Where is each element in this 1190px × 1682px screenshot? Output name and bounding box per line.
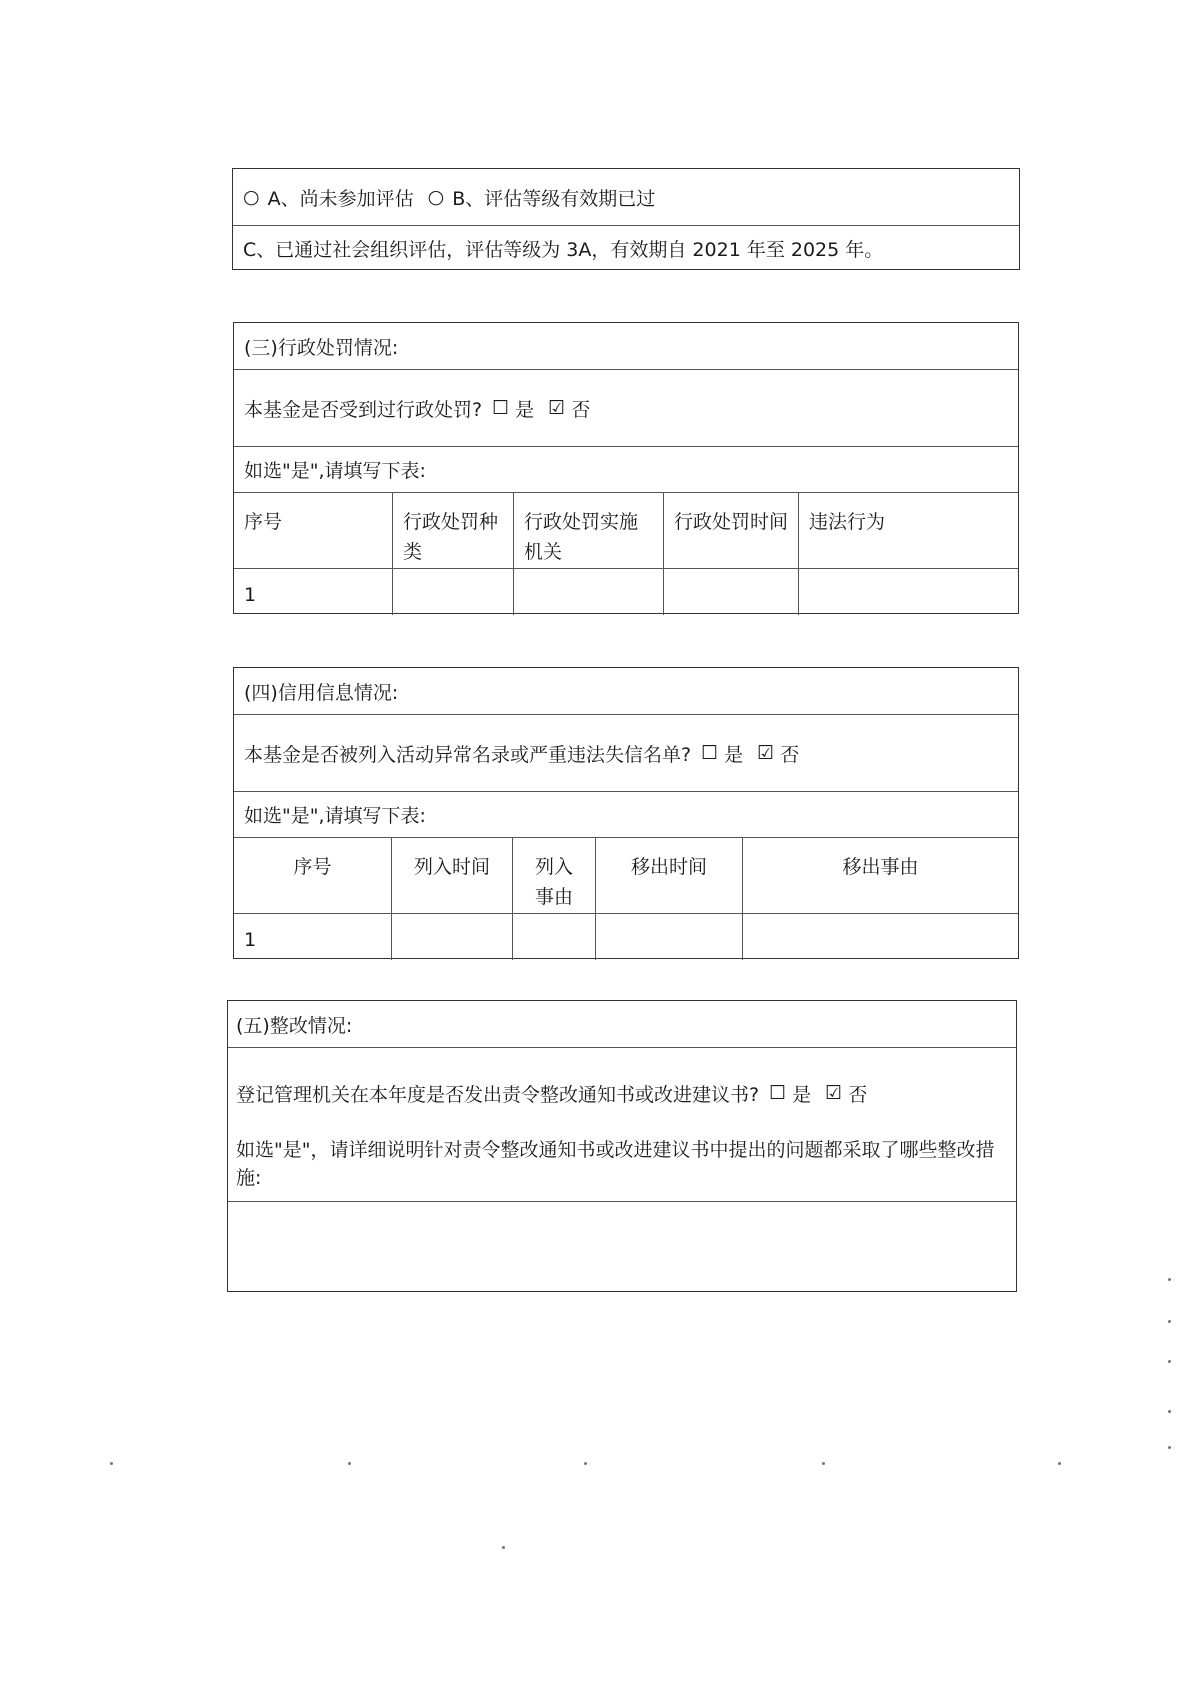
option-b-label: B、评估等级有效期已过: [452, 187, 656, 210]
penalty-yes-label: 是: [515, 398, 535, 421]
penalty-fill-hint: 如选"是",请填写下表:: [244, 460, 426, 482]
rectify-section: [227, 1000, 1017, 1292]
rectify-no-label: 否: [848, 1083, 868, 1106]
credit-title-row: [234, 668, 1018, 714]
penalty-question-row: [234, 369, 1018, 446]
penalty-cell[interactable]: [392, 569, 513, 615]
credit-cell[interactable]: [742, 914, 1018, 960]
scan-speck: [1168, 1410, 1171, 1413]
credit-cell[interactable]: [391, 914, 512, 960]
credit-section: [233, 667, 1019, 959]
credit-header-cell: 序号: [293, 856, 332, 878]
evaluation-section: [232, 168, 1020, 270]
penalty-title-row: [234, 323, 1018, 369]
penalty-section: [233, 322, 1019, 614]
rectify-answer-box[interactable]: [228, 1201, 1016, 1291]
scan-speck: [110, 1462, 113, 1465]
credit-header-cell: 移出时间: [595, 838, 742, 913]
credit-cell[interactable]: [512, 914, 595, 960]
penalty-no-label: 否: [571, 398, 591, 421]
rectify-title-row: [228, 1001, 1016, 1047]
penalty-header-row: [234, 492, 1018, 568]
rectify-yes-checkbox[interactable]: ☐: [769, 1082, 787, 1104]
scan-speck: [348, 1462, 351, 1465]
credit-fill-hint: 如选"是",请填写下表:: [244, 805, 426, 827]
rectify-question: 登记管理机关在本年度是否发出责令整改通知书或改进建议书?: [236, 1083, 760, 1106]
radio-a-icon[interactable]: ○: [243, 186, 260, 208]
credit-cell[interactable]: [595, 914, 742, 960]
option-c-label: C、已通过社会组织评估，评估等级为 3A，有效期自 2021 年至 2025 年。: [243, 239, 884, 261]
rectify-question-line: [236, 1078, 1008, 1108]
penalty-cell[interactable]: [663, 569, 798, 615]
penalty-header-cell: 行政处罚种类: [392, 493, 513, 568]
scan-speck: [1168, 1446, 1171, 1449]
credit-title: (四)信用信息情况:: [244, 681, 399, 704]
evaluation-options-row: [233, 169, 1019, 225]
option-a-label: A、尚未参加评估: [267, 187, 414, 210]
rectify-body: [228, 1047, 1016, 1201]
rectify-title: (五)整改情况:: [236, 1014, 353, 1037]
credit-header-cell: 列入时间: [391, 838, 512, 913]
credit-no-label: 否: [780, 743, 800, 766]
rectify-yes-label: 是: [792, 1083, 812, 1106]
credit-cell: 1: [244, 929, 257, 951]
scan-speck: [502, 1546, 505, 1549]
penalty-header-cell: 行政处罚时间: [663, 493, 798, 568]
credit-header-cell: 移出事由: [742, 838, 1018, 913]
rectify-no-checkbox[interactable]: ☑: [825, 1082, 843, 1104]
penalty-cell[interactable]: [798, 569, 1018, 615]
credit-question-row: [234, 714, 1018, 791]
penalty-question: 本基金是否受到过行政处罚?: [244, 398, 483, 421]
table-row: [234, 913, 1018, 960]
scan-speck: [1058, 1462, 1061, 1465]
credit-hint-row: [234, 791, 1018, 837]
penalty-no-checkbox[interactable]: ☑: [548, 397, 566, 419]
scan-speck: [1168, 1278, 1171, 1281]
penalty-cell[interactable]: [513, 569, 663, 615]
rectify-detail: 如选"是"，请详细说明针对责令整改通知书或改进建议书中提出的问题都采取了哪些整改措施:: [236, 1139, 995, 1189]
scan-speck: [1168, 1360, 1171, 1363]
credit-yes-checkbox[interactable]: ☐: [701, 742, 719, 764]
credit-no-checkbox[interactable]: ☑: [757, 742, 775, 764]
scan-speck: [1168, 1320, 1171, 1323]
penalty-cell: 1: [244, 584, 257, 606]
evaluation-option-c-row: [233, 225, 1019, 271]
penalty-header-cell: 序号: [244, 511, 283, 533]
penalty-hint-row: [234, 446, 1018, 492]
credit-header-cell: 列入事由: [512, 838, 595, 913]
credit-yes-label: 是: [724, 743, 744, 766]
table-row: [234, 568, 1018, 615]
penalty-header-cell: 行政处罚实施机关: [513, 493, 663, 568]
scan-speck: [584, 1462, 587, 1465]
penalty-header-cell: 违法行为: [798, 493, 1018, 568]
credit-question: 本基金是否被列入活动异常名录或严重违法失信名单?: [244, 743, 692, 766]
radio-b-icon[interactable]: ○: [427, 186, 445, 208]
penalty-title: (三)行政处罚情况:: [244, 336, 399, 359]
penalty-yes-checkbox[interactable]: ☐: [492, 397, 510, 419]
scan-speck: [822, 1462, 825, 1465]
credit-header-row: [234, 837, 1018, 913]
